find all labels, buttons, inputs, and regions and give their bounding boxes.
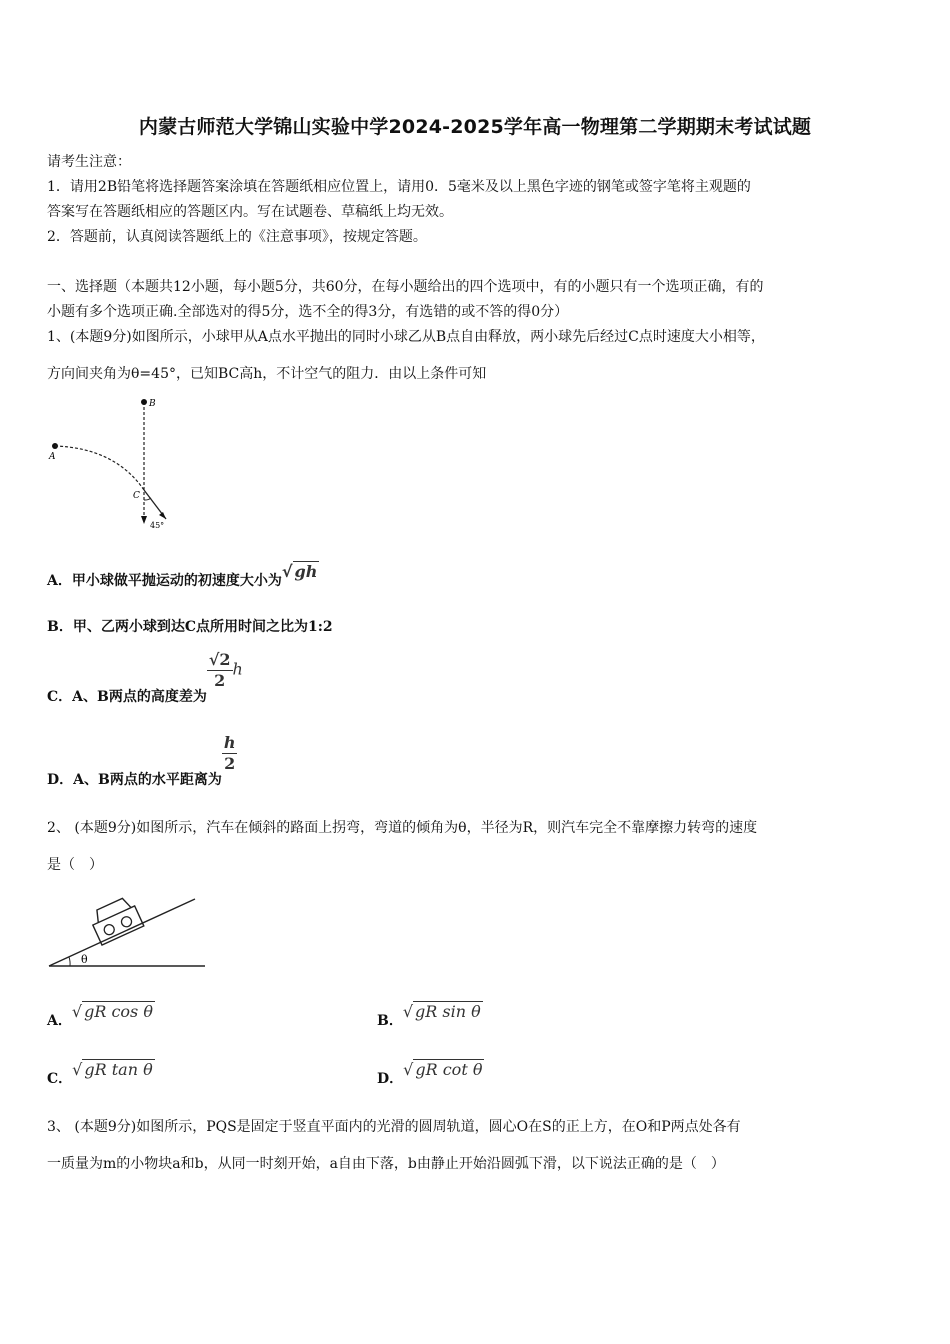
q2-option-c bbox=[47, 1060, 155, 1089]
q2-option-a-label: A． bbox=[47, 1013, 72, 1029]
q1-option-a bbox=[47, 562, 319, 591]
q1-option-d-fraction: $\frac{h}{2}$ bbox=[223, 733, 236, 773]
q2-stem-line-1: 2、 (本题9分)如图所示，汽车在倾斜的路面上拐弯，弯道的倾角为θ，半径为R，则汽车完全不靠摩擦力转弯的速度 bbox=[47, 820, 758, 836]
car-icon bbox=[88, 895, 144, 945]
q1-fig-label-b: B bbox=[149, 399, 156, 409]
q2-option-b-label: B． bbox=[377, 1013, 403, 1029]
page-title: 内蒙古师范大学锦山实验中学2024-2025学年高一物理第二学期期末考试试题 bbox=[138, 116, 812, 138]
q1-option-b: B．甲、乙两小球到达C点所用时间之比为1:2 bbox=[47, 619, 333, 635]
q3-stem-line-2: 一质量为m的小物块a和b，从同一时刻开始，a自由下落，b由静止开始沿圆弧下滑，以下说法正确的是（ ） bbox=[47, 1156, 725, 1172]
q1-option-d-text: D．A、B两点的水平距离为 bbox=[47, 771, 222, 788]
q3-stem-line-1: 3、 (本题9分)如图所示，PQS是固定于竖直平面内的光滑的圆周轨道，圆心O在S的正上方，在O和P两点处各有 bbox=[47, 1119, 741, 1135]
q1-option-a-text: A．甲小球做平抛运动的初速度大小为 bbox=[47, 573, 282, 589]
section-1-intro-line-1: 一、选择题（本题共12小题，每小题5分，共60分，在每小题给出的四个选项中，有的小题只有一个选项正确，有的 bbox=[47, 279, 764, 295]
q1-stem-line-1: 1、(本题9分)如图所示，小球甲从A点水平抛出的同时小球乙从B点自由释放，两小球先后经过C点时速度大小相等， bbox=[47, 329, 765, 345]
q2-banked-road-figure bbox=[45, 885, 210, 975]
q2-option-c-formula: √ gR tan θ bbox=[72, 1060, 153, 1079]
q1-projectile-figure bbox=[40, 392, 180, 537]
q2-option-a-formula: √ gR cos θ bbox=[71, 1002, 153, 1021]
q1-fig-label-c: C bbox=[133, 491, 140, 501]
q2-option-d-label: D． bbox=[377, 1071, 404, 1087]
q1-fig-label-angle: 45° bbox=[150, 521, 165, 530]
notice-heading: 请考生注意： bbox=[47, 154, 131, 170]
q2-option-b-formula: √ gR sin θ bbox=[402, 1002, 481, 1021]
q2-option-c-label: C． bbox=[47, 1071, 73, 1087]
q2-option-d-formula: √ gR cot θ bbox=[403, 1060, 483, 1079]
q2-stem-line-2: 是（ ） bbox=[47, 857, 103, 873]
q1-option-d bbox=[47, 733, 237, 788]
q2-option-d bbox=[377, 1060, 484, 1089]
q1-stem-line-2: 方向间夹角为θ=45°，已知BC高h，不计空气的阻力．由以上条件可知 bbox=[47, 366, 487, 382]
q1-fig-label-a: A bbox=[49, 452, 56, 462]
q2-option-a bbox=[47, 1002, 155, 1031]
section-1-intro-line-2: 小题有多个选项正确.全部选对的得5分，选不全的得3分，有选错的或不答的得0分） bbox=[47, 304, 569, 320]
notice-item-1-line-2: 答案写在答题纸相应的答题区内。写在试题卷、草稿纸上均无效。 bbox=[47, 204, 453, 220]
q1-option-c: C．A、B两点的高度差为 $\frac{√2}{2}$ h bbox=[47, 650, 243, 705]
q2-fig-angle: θ bbox=[81, 953, 88, 966]
q1-option-c-text: C．A、B两点的高度差为 bbox=[47, 688, 207, 705]
q1-option-a-formula: √ gh bbox=[281, 562, 318, 581]
notice-item-2: 2．答题前，认真阅读答题纸上的《注意事项》，按规定答题。 bbox=[47, 229, 427, 245]
q1-option-c-fraction: $\frac{√2}{2}$ bbox=[208, 650, 231, 690]
notice-item-1-line-1: 1．请用2B铅笔将选择题答案涂填在答题纸相应位置上，请用0．5毫米及以上黑色字迹的钢笔或签字笔将主观题的 bbox=[47, 179, 751, 195]
q2-option-b bbox=[377, 1002, 483, 1031]
